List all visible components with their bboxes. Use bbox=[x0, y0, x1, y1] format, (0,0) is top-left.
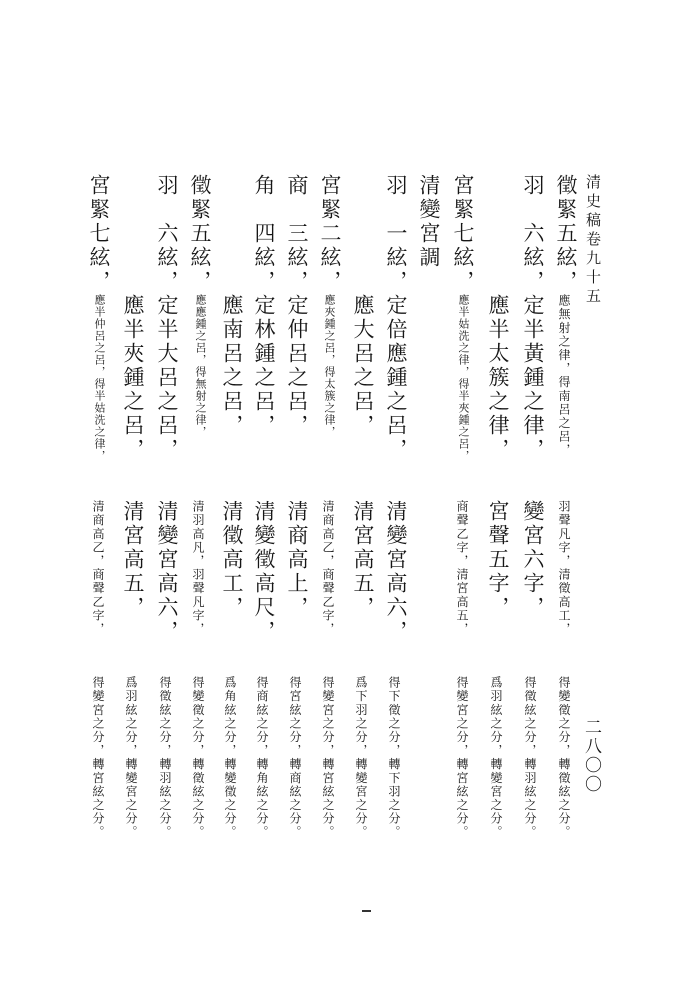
string-label: 角 四絃， bbox=[252, 174, 276, 294]
fret-division: 得商絃之分，轉角絃之分。 bbox=[255, 676, 269, 840]
fret-division: 得變宮之分，轉宮絃之分。 bbox=[321, 676, 335, 840]
string-label: 徵緊五絃， bbox=[554, 174, 578, 294]
fret-division: 爲角絃之分，轉變徵之分。 bbox=[223, 676, 237, 840]
string-label: 宮緊七絃， bbox=[87, 174, 111, 294]
pitch-note: 應大呂之呂， bbox=[351, 294, 375, 438]
fret-division: 得徵絃之分，轉羽絃之分。 bbox=[523, 676, 537, 840]
fret-division: 得變宮之分，轉宮絃之分。 bbox=[91, 676, 105, 840]
note-name: 清商高乙，商聲乙字， bbox=[321, 500, 335, 636]
fret-division: 爲羽絃之分，轉變宮之分。 bbox=[489, 676, 503, 840]
print-mark bbox=[362, 910, 371, 912]
note-name: 清變宮高六， bbox=[155, 500, 179, 644]
string-label: 商 三絃， bbox=[285, 174, 309, 294]
fret-division: 得下徵之分，轉下羽之分。 bbox=[387, 676, 401, 840]
note-name: 清徵高工， bbox=[220, 500, 244, 620]
pitch-note: 應南呂之呂， bbox=[220, 294, 244, 438]
note-name: 商聲乙字，清宮高五， bbox=[455, 500, 469, 636]
note-name: 清變徵高尺， bbox=[252, 500, 276, 644]
pitch-note: 定仲呂之呂， bbox=[285, 294, 309, 438]
section-heading: 清變宮調 bbox=[417, 174, 441, 270]
fret-division: 得變宮之分，轉宮絃之分。 bbox=[455, 676, 469, 840]
string-label: 羽 一絃， bbox=[384, 174, 408, 294]
note-name: 清商高上， bbox=[285, 500, 309, 620]
page-number: 二八〇〇 bbox=[581, 718, 601, 794]
fret-division: 爲下羽之分，轉變宮之分。 bbox=[354, 676, 368, 840]
pitch-note: 應應鍾之呂，得無射之律， bbox=[194, 294, 207, 438]
fret-division: 得變徵之分，轉徵絃之分。 bbox=[557, 676, 571, 840]
pitch-note: 應半太簇之律， bbox=[486, 294, 510, 462]
fret-division: 得變徵之分，轉徵絃之分。 bbox=[191, 676, 205, 840]
fret-division: 得徵絃之分，轉羽絃之分。 bbox=[158, 676, 172, 840]
note-name: 清羽高凡，羽聲凡字， bbox=[191, 500, 205, 636]
book-title: 清史稿卷九十五 bbox=[584, 174, 602, 307]
string-label: 宮緊七絃， bbox=[451, 174, 475, 294]
note-name: 清變宮高六， bbox=[384, 500, 408, 644]
note-name: 清宮高五， bbox=[121, 500, 145, 620]
pitch-note: 定倍應鍾之呂， bbox=[384, 294, 408, 462]
pitch-note: 定半黃鍾之律， bbox=[521, 294, 545, 462]
pitch-note: 應半夾鍾之呂， bbox=[121, 294, 145, 462]
note-name: 清商高乙，商聲乙字， bbox=[91, 500, 105, 636]
string-label: 宮緊二絃， bbox=[318, 174, 342, 294]
note-name: 羽聲凡字，清徵高工， bbox=[557, 500, 571, 636]
string-label: 徵緊五絃， bbox=[188, 174, 212, 294]
pitch-note: 應無射之律，得南呂之呂， bbox=[557, 294, 571, 458]
pitch-note: 定半大呂之呂， bbox=[155, 294, 179, 462]
note-name: 清宮高五， bbox=[351, 500, 375, 620]
fret-division: 爲羽絃之分，轉變宮之分。 bbox=[124, 676, 138, 840]
pitch-note: 應半仲呂之呂，得半姑洗之律， bbox=[93, 294, 106, 462]
pitch-note: 應夾鍾之呂，得太簇之律， bbox=[323, 294, 336, 438]
note-name: 變宮六字， bbox=[521, 500, 545, 620]
pitch-note: 定林鍾之呂， bbox=[252, 294, 276, 438]
pitch-note: 應半姑洗之律，得半夾鍾之呂， bbox=[457, 294, 470, 462]
string-label: 羽 六絃， bbox=[521, 174, 545, 294]
string-label: 羽 六絃， bbox=[155, 174, 179, 294]
note-name: 宮聲五字， bbox=[486, 500, 510, 620]
fret-division: 得宮絃之分，轉商絃之分。 bbox=[288, 676, 302, 840]
